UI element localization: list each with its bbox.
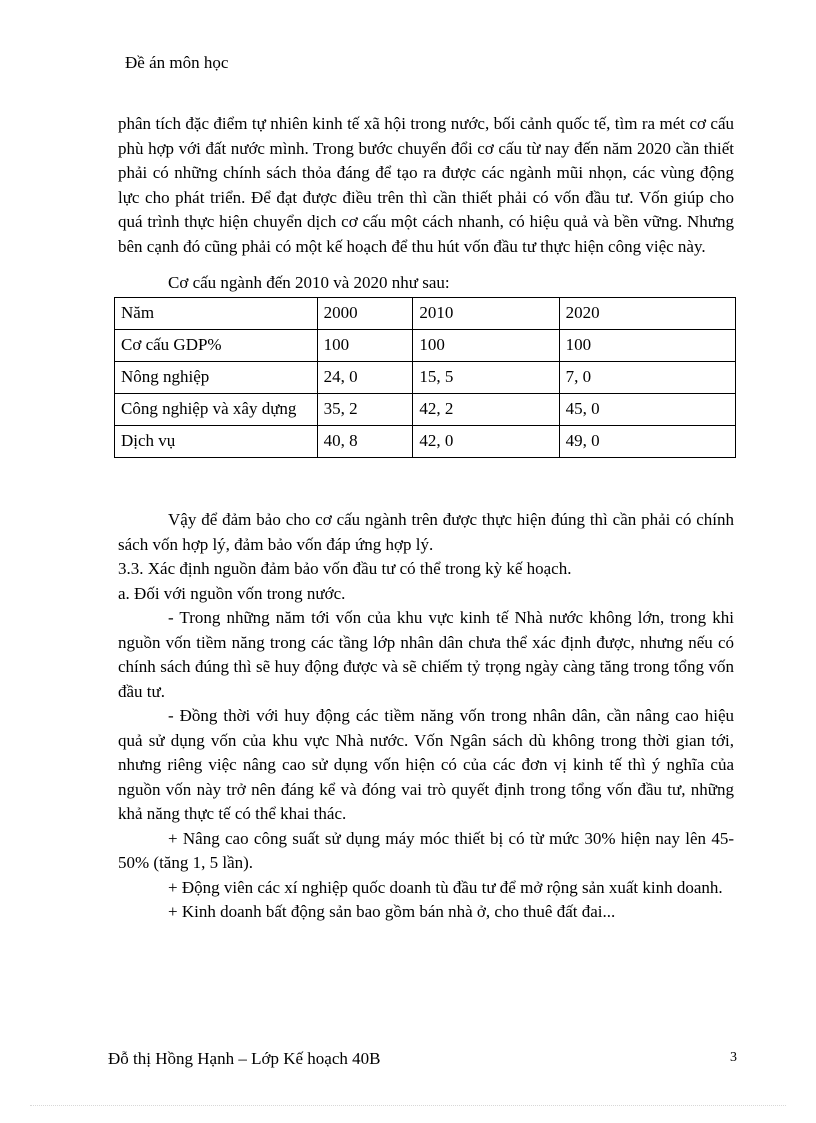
table-cell: Cơ cấu GDP% <box>115 330 318 362</box>
table-row <box>115 362 736 394</box>
subsection-heading: a. Đối với nguồn vốn trong nước. <box>118 583 346 603</box>
table-row <box>115 330 736 362</box>
lower-text-block <box>118 508 734 925</box>
plus-item-2: + Động viên các xí nghiệp quốc doanh tù đầu tư để mở rộng sản xuất kinh doanh. <box>168 877 723 897</box>
table-cell: 2000 <box>317 298 413 330</box>
table-cell: 2010 <box>413 298 559 330</box>
section-heading: 3.3. Xác định nguồn đảm bảo vốn đầu tư có thể trong kỳ kế hoạch. <box>118 559 572 578</box>
table-cell: Nông nghiệp <box>115 362 318 394</box>
bullet-paragraph-2: - Đồng thời với huy động các tiềm năng vốn trong nhân dân, cần nâng cao hiệu quả sử dụng vốn của khu vực Nhà nước. Vốn Ngân sách dù không trong thời gian tới, nhưng riêng việc nâng cao sử dụng vốn hiện có của các đơn vị kinh tế thì ý nghĩa của nguồn vốn này trở nên đáng kể và đóng vai trò quyết định trong tổng vốn đầu tư, những khả năng thực tế có thể khai thác. <box>118 706 734 823</box>
table-cell: 100 <box>317 330 413 362</box>
table-row <box>115 298 736 330</box>
page-number: 3 <box>730 1050 737 1065</box>
table-cell: Năm <box>115 298 318 330</box>
table-cell: 35, 2 <box>317 394 413 426</box>
table-cell: 100 <box>559 330 735 362</box>
table-row <box>115 426 736 458</box>
table-caption: Cơ cấu ngành đến 2010 và 2020 như sau: <box>168 273 450 292</box>
intro-paragraph: phân tích đặc điểm tự nhiên kinh tế xã hội trong nước, bối cảnh quốc tế, tìm ra mét cơ cấu phù hợp với đất nước mình. Trong bước chuyển đổi cơ cấu từ nay đến năm 2020 cần thiết phải có những chính sách thỏa đáng để tạo ra được các ngành mũi nhọn, các vùng động lực cho phát triển. Để đạt được điều trên thì cần thiết phải có vốn đầu tư. Vốn giúp cho quá trình thực hiện chuyển dịch cơ cấu một cách nhanh, có hiệu quả và bền vững. Nhưng bên cạnh đó cũng phải có một kế hoạch để thu hút vốn đầu tư thực hiện công việc này. <box>118 114 734 256</box>
table-cell: 24, 0 <box>317 362 413 394</box>
table-cell: 49, 0 <box>559 426 735 458</box>
table-cell: 42, 2 <box>413 394 559 426</box>
table-row <box>115 394 736 426</box>
table-cell: Dịch vụ <box>115 426 318 458</box>
table-cell: 2020 <box>559 298 735 330</box>
table-cell: 45, 0 <box>559 394 735 426</box>
conclusion-paragraph: Vậy để đảm bảo cho cơ cấu ngành trên được thực hiện đúng thì cần phải có chính sách vốn hợp lý, đảm bảo vốn đáp ứng hợp lý. <box>118 510 734 554</box>
plus-item-1: + Nâng cao công suất sử dụng máy móc thiết bị có từ mức 30% hiện nay lên 45-50% (tăng 1, 5 lần). <box>118 828 734 872</box>
bullet-paragraph-1: - Trong những năm tới vốn của khu vực kinh tế Nhà nước không lớn, trong khi nguồn vốn tiềm năng trong các tầng lớp nhân dân chưa thể xác định được, nhưng nếu có chính sách đúng thì sẽ huy động được và sẽ chiếm tỷ trọng ngày càng tăng trong tổng vốn đầu tư. <box>118 608 734 701</box>
footer-author: Đỗ thị Hồng Hạnh – Lớp Kế hoạch 40B <box>108 1049 381 1068</box>
table-cell: Công nghiệp và xây dựng <box>115 394 318 426</box>
intro-text-block <box>118 112 734 259</box>
table-cell: 40, 8 <box>317 426 413 458</box>
page-bottom-divider <box>30 1105 786 1106</box>
table-cell: 100 <box>413 330 559 362</box>
table-cell: 15, 5 <box>413 362 559 394</box>
table-cell: 42, 0 <box>413 426 559 458</box>
table-cell: 7, 0 <box>559 362 735 394</box>
header-title: Đề án môn học <box>125 53 229 72</box>
sector-structure-table <box>114 297 736 458</box>
plus-item-3: + Kinh doanh bất động sản bao gồm bán nhà ở, cho thuê đất đai... <box>168 902 616 921</box>
